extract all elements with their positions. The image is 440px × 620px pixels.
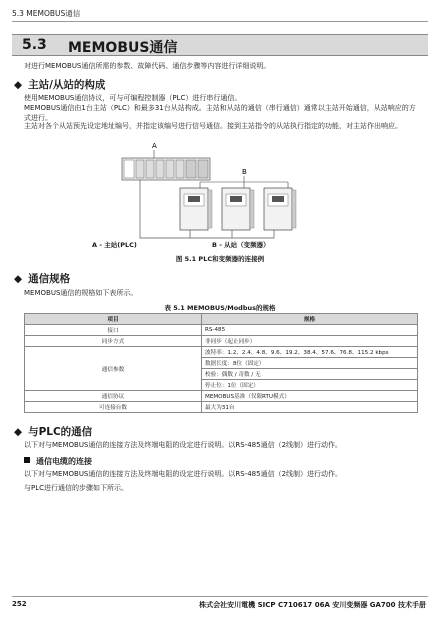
inverter-illustration: [222, 188, 254, 230]
table-title: 表 5.1 MEMOBUS/Modbus的规格: [164, 304, 276, 312]
diamond-bullet-icon: ◆: [14, 273, 23, 285]
spec-intro: MEMOBUS通信的规格如下表所示。: [24, 289, 138, 297]
figure-label-b: B: [242, 168, 247, 176]
plc-illustration: [122, 158, 210, 180]
intro-paragraph: 对进行MEMOBUS通信所需的参数、故障代码、通信步骤等内容进行详细说明。: [24, 62, 271, 70]
table-header-row: [25, 314, 418, 325]
section-title: MEMOBUS通信: [68, 40, 178, 56]
section-heading: [12, 34, 428, 56]
page-number: 252: [12, 600, 27, 608]
section-number: 5.3: [22, 37, 47, 53]
figure-label-a: A: [152, 142, 157, 150]
inverter-illustration: [180, 188, 212, 230]
figure-caption-slave: B - 从站（变频器）: [212, 241, 270, 249]
plc-inverter-connection-diagram: [80, 138, 340, 256]
spec-table: [24, 313, 418, 413]
table-row: [25, 347, 418, 358]
footer-rule: [12, 596, 428, 597]
table-cell-item: 接口: [25, 325, 202, 336]
table-cell-spec: MEMOBUS基准（仅限RTU模式）: [202, 391, 418, 402]
cable-paragraph-2: 与PLC进行通信的步骤如下所示。: [24, 484, 129, 492]
footer-text: 株式会社安川電機 SICP C710617 06A 安川变频器 GA700 技术手册: [199, 601, 426, 609]
table-cell-spec: 停止位：1位（固定）: [202, 380, 418, 391]
table-cell-spec: 波特率：1.2、2.4、4.8、9.6、19.2、38.4、57.6、76.8、115.2 kbps: [202, 347, 418, 358]
table-cell-item: 可连接台数: [25, 402, 202, 413]
table-row: [25, 325, 418, 336]
table-cell-spec: RS-485: [202, 325, 418, 336]
table-cell-item: 通信协议: [25, 391, 202, 402]
running-header: 5.3 MEMOBUS通信: [12, 9, 81, 18]
cable-paragraph-1: 以下对与MEMOBUS通信的连接方法及终端电阻的设定进行说明。以RS-485通信（2线制）进行动作。: [24, 470, 343, 478]
plc-paragraph: 以下对与MEMOBUS通信的连接方法及终端电阻的设定进行说明。以RS-485通信（2线制）进行动作。: [24, 441, 343, 449]
header-rule: [12, 21, 428, 22]
diamond-bullet-icon: ◆: [14, 426, 23, 438]
spec-heading: ◆ 通信规格: [14, 273, 71, 285]
diamond-bullet-icon: ◆: [14, 79, 23, 91]
table-cell-item: 通信参数: [25, 347, 202, 391]
master-slave-p3: 主站对各个从站预先设定地址编号，并指定该编号进行信号通信。接到主站指令的从站执行指定的功能，对主站作出响应。: [24, 122, 402, 130]
table-cell-spec: 最大为31台: [202, 402, 418, 413]
table-cell-item: 同步方式: [25, 336, 202, 347]
inverter-illustration: [264, 188, 296, 230]
table-row: [25, 402, 418, 413]
column-header: 规格: [202, 314, 418, 325]
table-cell-spec: 数据长度：8位（固定）: [202, 358, 418, 369]
master-slave-heading: ◆ 主站/从站的构成: [14, 79, 106, 91]
column-header: 项目: [25, 314, 202, 325]
plc-heading: ◆ 与PLC的通信: [14, 426, 93, 438]
table-cell-spec: 校验：偶数 / 奇数 / 无: [202, 369, 418, 380]
figure-title: 图 5.1 PLC和变频器的连接例: [175, 255, 265, 263]
square-bullet-icon: [24, 457, 30, 463]
table-row: [25, 336, 418, 347]
master-slave-p2: MEMOBUS通信由1台主站（PLC）和最多31台从站构成。主站和从站的通信（串行通信）通常以主站开始通信，从站响应的方式进行。: [24, 104, 416, 122]
figure-caption-master: A - 主站(PLC): [92, 241, 137, 249]
master-slave-p1: 使用MEMOBUS通信协议，可与可编程控制器（PLC）进行串行通信。: [24, 94, 242, 102]
table-cell-spec: 非同步（起止同步）: [202, 336, 418, 347]
table-row: [25, 391, 418, 402]
cable-heading: 通信电缆的连接: [24, 456, 92, 467]
